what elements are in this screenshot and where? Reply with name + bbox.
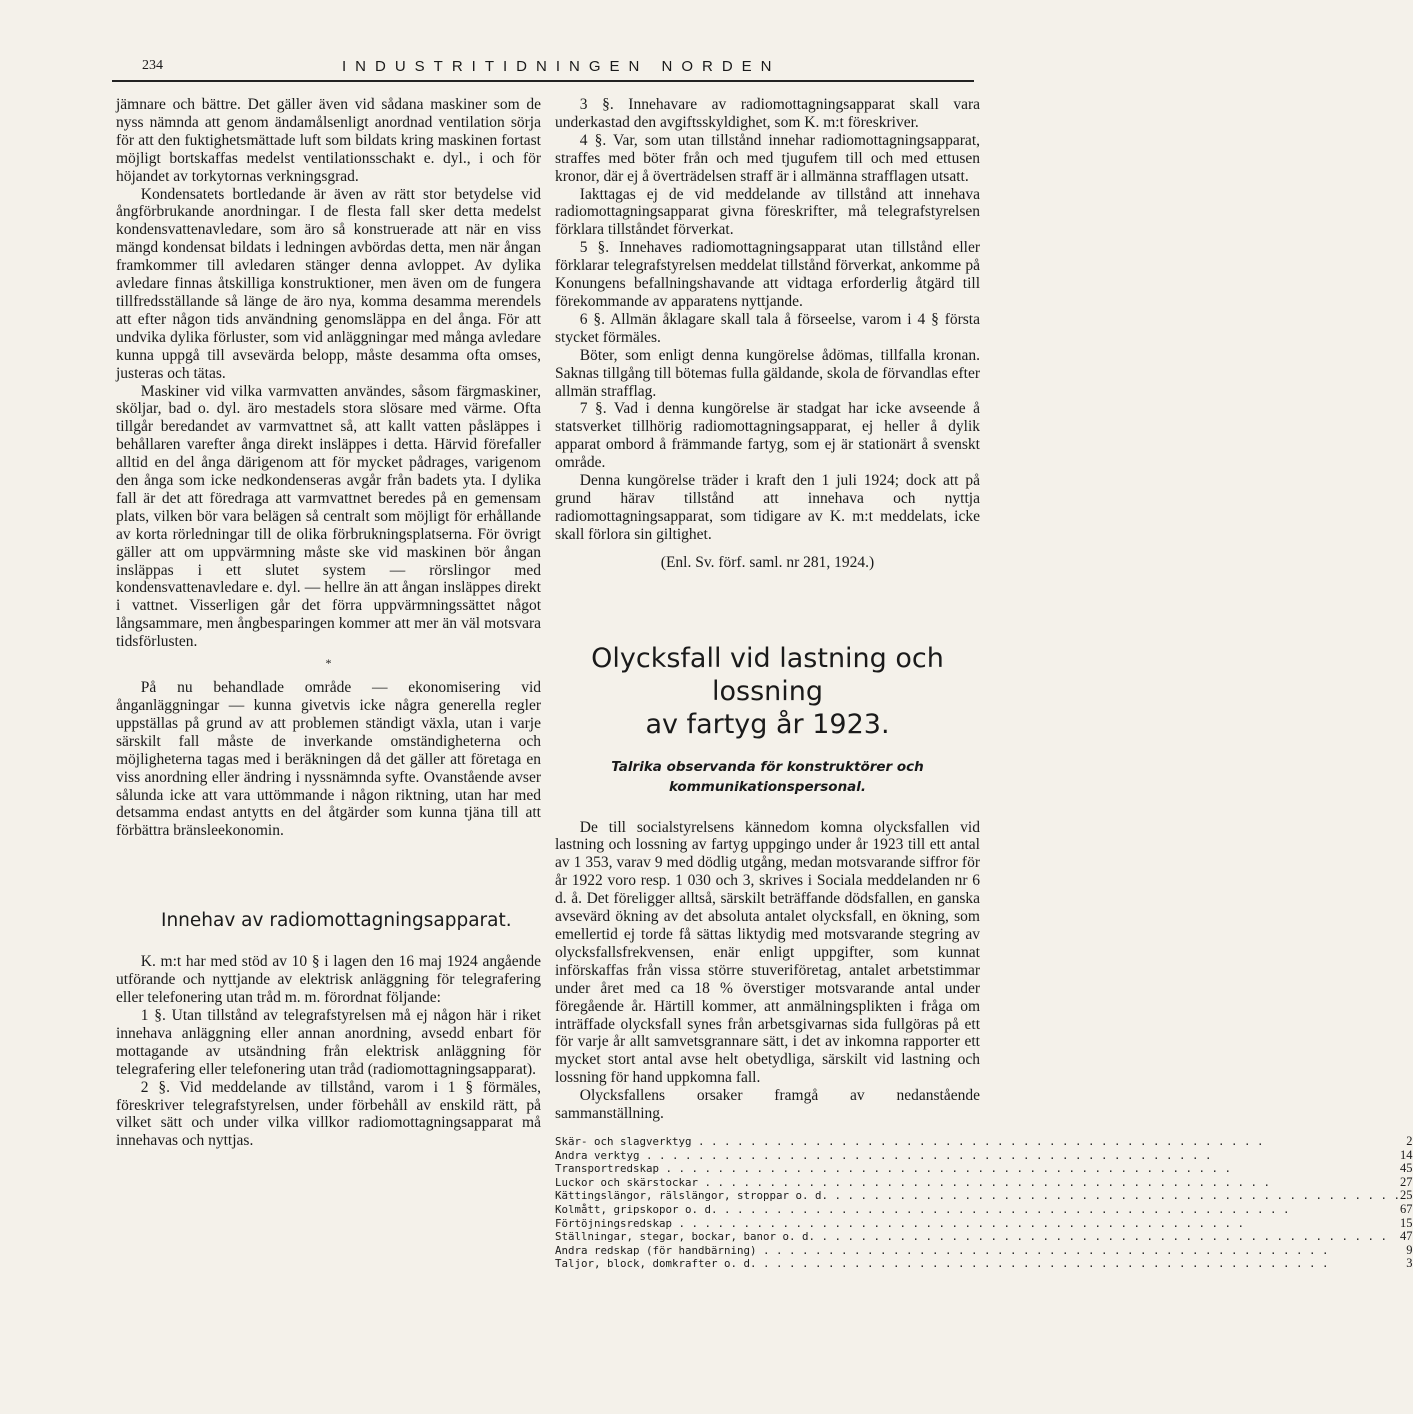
paragraph: 7 §. Vad i denna kungörelse är stadgat har icke avseende å statsverket tillhörig radiomottagningsapparat, ej heller å dylik apparat ombord å främmande fartyg, som ej är stationärt å svenskt område. bbox=[555, 400, 980, 472]
paragraph: K. m:t har med stöd av 10 § i lagen den 16 maj 1924 angående utförande och nyttjande av elektrisk anläggning för telegrafering eller telefonering utan tråd m. m. förordnat följande: bbox=[116, 953, 541, 1007]
table-row bbox=[555, 1217, 1413, 1231]
cause-count: 25 bbox=[1400, 1188, 1413, 1203]
cause-count: 3 bbox=[1406, 1256, 1413, 1271]
cause-label: Andra redskap (för handbärning) bbox=[555, 1243, 757, 1257]
cause-label: Kättingslängor, rälslängor, stroppar o. d. bbox=[555, 1189, 829, 1203]
paragraph: Olycksfallens orsaker framgå av nedanstående sammanställning. bbox=[555, 1087, 980, 1123]
cause-count: 27 bbox=[1400, 1174, 1413, 1189]
cause-label: Luckor och skärstockar bbox=[555, 1175, 699, 1189]
table-row bbox=[555, 1189, 1413, 1203]
article-title-line: av fartyg år 1923. bbox=[645, 708, 890, 740]
paragraph: 1 §. Utan tillstånd av telegrafstyrelsen må ej någon här i riket innehava anläggning eller annan anordning, avsedd enbart för mottagande av utsändning från elektrisk anläggning för telegrafering eller telefonering utan tråd (radiomottagningsapparat). bbox=[116, 1006, 541, 1078]
cause-label: Ställningar, stegar, bockar, banor o. d. bbox=[555, 1230, 816, 1244]
table-row bbox=[555, 1203, 1413, 1217]
table-row bbox=[555, 1244, 1413, 1258]
journal-title: INDUSTRITIDNINGEN NORDEN bbox=[342, 58, 781, 75]
subtitle-line: kommunikationspersonal. bbox=[668, 778, 867, 795]
paragraph: Maskiner vid vilka varmvatten användes, såsom färgmaskiner, sköljar, bad o. dyl. äro mestadels stora slösare med värme. Ofta tillgår beredandet av varmvattnet så, att kallt vatten påsläppes i behållaren varefter ånga direkt insläppes i detta. Härvid förefaller alltid en del ånga därigenom att för mycket pådrages, varigenom den ånga som icke nedkondenseras avgår från badets yta. I dylika fall är det att föredraga att varmvattnet beredes på en gemensam plats, vilken bör vara belägen så centralt som möjligt för erhållande av korta rörledningar till de olika förbrukningsplatserna. För övrigt gäller att om uppvärmning måste ske vid maskinen bör ångan insläppas i ett slutet system — rörslingor med kondensvattenavledare e. dyl. — hellre än att ångan insläppes direkt i vattnet. Visserligen går det förra uppvärmningssättet något långsammare, men ångbesparingen kommer att mer än väl motsvara tidsförlusten. bbox=[116, 382, 541, 651]
right-column bbox=[555, 96, 1413, 1271]
cause-label: Förtöjningsredskap bbox=[555, 1216, 673, 1230]
paragraph: 3 §. Innehavare av radiomottagningsapparat skall vara underkastad den avgiftsskyldighet, som K. m:t föreskriver. bbox=[555, 96, 980, 131]
cause-label: Taljor, block, domkrafter o. d. bbox=[555, 1257, 757, 1271]
article-subtitle bbox=[555, 757, 980, 797]
paragraph: Iakttagas ej de vid meddelande av tillstånd att innehava radiomottagningsapparat givna föreskrifter, må telegrafstyrelsen förklara tillståndet förverkat. bbox=[555, 185, 980, 239]
table-row bbox=[555, 1176, 1413, 1190]
table-row bbox=[555, 1230, 1413, 1244]
paragraph: De till socialstyrelsens kännedom komna olycksfallen vid lastning och lossning av fartyg uppgingo under år 1923 till ett antal av 1 353, varav 9 med dödlig utgång, medan motsvarande siffror för år 1922 voro resp. 1 030 och 3, skrives i Sociala meddelanden nr 6 d. å. Det föreligger alltså, särskilt beträffande dödsfallen, en ganska avsevärd ökning av det absoluta antalet olycksfall, en ökning, som emellertid ej torde få sättas liktydig med motsvarande stegring av olycksfallsfrekvensen, enär enligt uppgifter, som kunnat införskaffas från vissa större stuveriföretag, antalet arbetstimmar under året med ca 18 % överstiger motsvarande antal under föregående år. Härtill kommer, att anmälningsplikten i fråga om inträffade olycksfall synes från arbetsgivarnas sida fullgöras på ett för varje år allt samvetsgrannare sätt, i det av inkomna rapporter ett mycket stort antal avse helt obetydliga, särskilt vid lastning och lossning för hand uppkomna fall. bbox=[555, 818, 980, 1087]
cause-count: 47 bbox=[1400, 1229, 1413, 1244]
accident-causes-table bbox=[555, 1135, 1413, 1271]
cause-label: Transportredskap bbox=[555, 1162, 660, 1176]
table-row bbox=[555, 1257, 1413, 1271]
article-title-line: Olycksfall vid lastning och lossning bbox=[591, 642, 944, 707]
cause-count: 45 bbox=[1400, 1161, 1413, 1176]
page-number: 234 bbox=[142, 58, 163, 73]
table-row bbox=[555, 1149, 1413, 1163]
article-title bbox=[555, 642, 980, 741]
cause-count: 2 bbox=[1406, 1133, 1413, 1148]
section-separator: * bbox=[325, 656, 332, 671]
subtitle-line: Talrika observanda för konstruktörer och bbox=[611, 758, 924, 775]
paragraph: Böter, som enligt denna kungörelse ådömas, tillfalla kronan. Saknas tillgång till bötemas fulla gäldande, skola de förvandlas efter allmän strafflag. bbox=[555, 346, 980, 400]
cause-label: Andra verktyg bbox=[555, 1148, 640, 1162]
left-column bbox=[116, 96, 541, 1150]
cause-count: 9 bbox=[1406, 1242, 1413, 1257]
section-title: Innehav av radiomottagningsapparat. bbox=[161, 910, 512, 932]
paragraph: På nu behandlade område — ekonomisering vid ånganläggningar — kunna givetvis icke några generella regler uppställas på grund av att problemen ständigt växla, utan i varje särskilt fall måste de inverkande omständigheterna och möjligheterna tagas med i beräkningen då det gäller att företaga en viss anordning eller ändring i nyssnämnda syfte. Ovanstående avser sålunda icke att vara uttömmande i någon riktning, utan har med detsamma endast antytts en del åtgärder som kunna tjäna till att förbättra bränsleekonomin. bbox=[116, 679, 541, 840]
paragraph: 5 §. Innehaves radiomottagningsapparat utan tillstånd eller förklarar telegrafstyrelsen meddelat tillstånd förverkat, ankomme på Konungens befallningshavande att vidtaga erforderlig åtgärd till förekommande av apparatens nyttjande. bbox=[555, 239, 980, 310]
paragraph: 6 §. Allmän åklagare skall tala å förseelse, varom i 4 § första stycket förmäles. bbox=[555, 310, 980, 346]
header-rule bbox=[112, 80, 974, 82]
cause-label: Skär- och slagverktyg bbox=[555, 1134, 692, 1148]
source-citation: (Enl. Sv. förf. saml. nr 281, 1924.) bbox=[660, 553, 875, 571]
table-row bbox=[555, 1162, 1413, 1176]
cause-count: 15 bbox=[1400, 1215, 1413, 1230]
cause-count: 67 bbox=[1400, 1201, 1413, 1216]
paragraph: Kondensatets bortledande är även av rätt stor betydelse vid ångförbrukande anordningar. I de flesta fall sker detta medelst kondensvattenavledare, som äro så konstruerade att när en viss mängd kondensat bildats i ledningen avbördas detta, men när ångan framkommer till avledaren stänger denna avloppet. Av dylika avledare finnas åtskilliga konstruktioner, men även om de fungera tillfredsställande så länge de äro nya, komma desamma merendels att efter någon tids användning genomsläppa en del ånga. För att undvika dylika förluster, som vid anläggningar med många avledare kunna uppgå till avsevärda belopp, måste desamma ofta omses, justeras och tätas. bbox=[116, 185, 541, 382]
cause-label: Kolmått, gripskopor o. d. bbox=[555, 1202, 718, 1216]
paragraph: 2 §. Vid meddelande av tillstånd, varom i 1 § förmäles, föreskriver telegrafstyrelsen, under förbehåll av enskild rätt, på vilket sätt och under vilka villkor radiomottagningsapparat må innehavas och nyttjas. bbox=[116, 1078, 541, 1150]
cause-count: 14 bbox=[1400, 1147, 1413, 1162]
paragraph: Denna kungörelse träder i kraft den 1 juli 1924; dock att på grund härav tillstånd att innehava och nyttja radiomottagningsapparat, som tidigare av K. m:t meddelats, icke skall förlora sin giltighet. bbox=[555, 472, 980, 543]
paragraph: jämnare och bättre. Det gäller även vid sådana maskiner som de nyss nämnda att genom ändamålsenligt anordnad ventilation sörja för att den fuktighetsmättade luft som bildats kring maskinen fortast möjligt bortskaffas medelst ventilationsschakt e. dyl., i och för höjandet av torkytornas verkningsgrad. bbox=[116, 96, 541, 185]
page-header bbox=[112, 58, 974, 82]
table-row bbox=[555, 1135, 1413, 1149]
paragraph: 4 §. Var, som utan tillstånd innehar radiomottagningsapparat, straffes med böter från och med tjugufem till och med ettusen kronor, där ej å överträdelsen straff är i allmänna strafflagen utsatt. bbox=[555, 131, 980, 185]
